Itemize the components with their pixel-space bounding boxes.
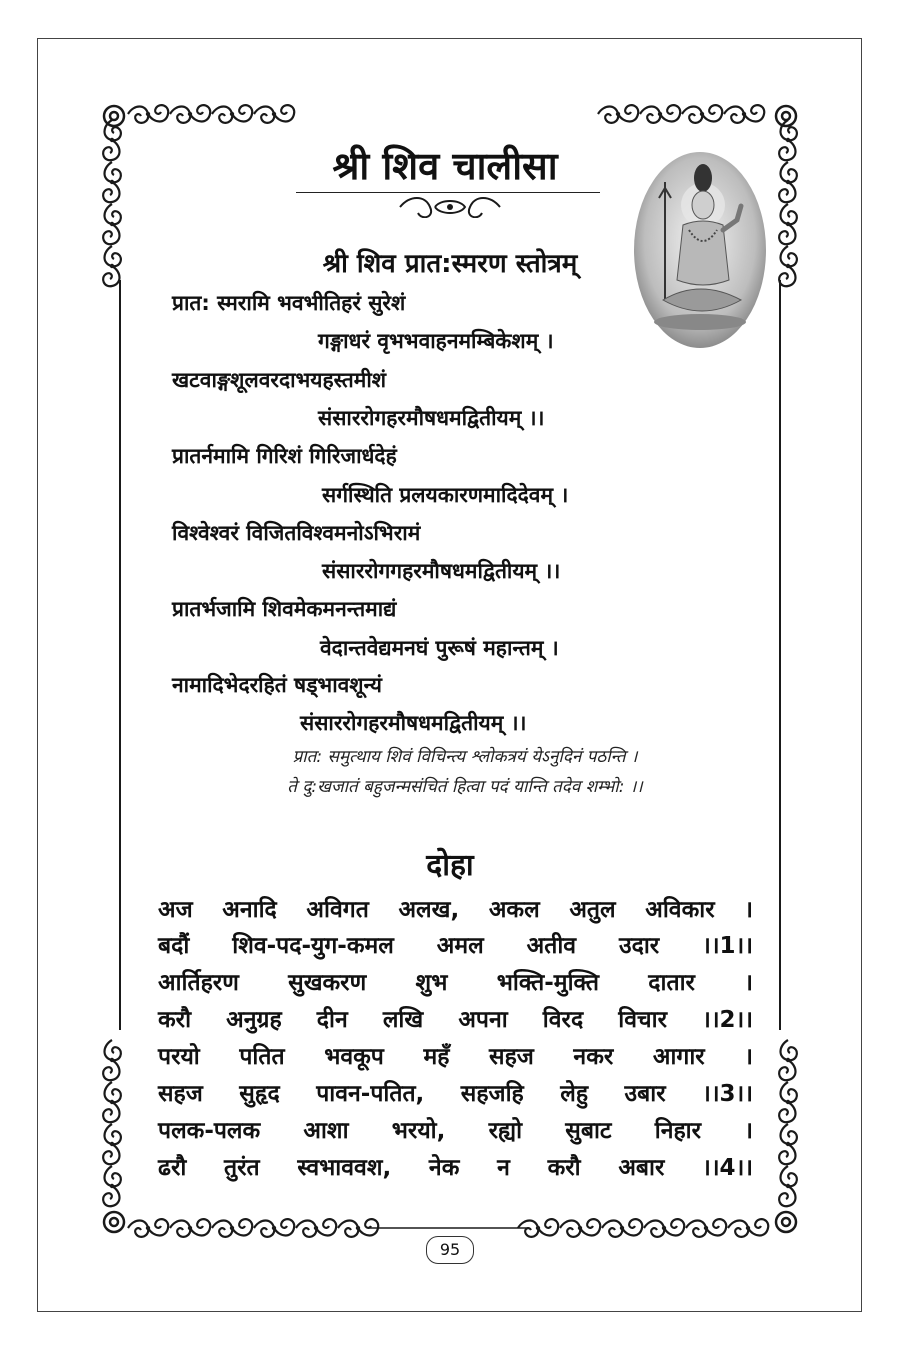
stotra-line: खटवाङ्गशूलवरदाभयहस्तमीशं xyxy=(172,368,387,392)
doha-line: सहज सुहृद पावन-पतित, सहजहि लेहु उबार ।।3।। xyxy=(158,1081,753,1107)
page-number: 95 xyxy=(426,1236,474,1264)
title-ornament-icon xyxy=(395,196,505,218)
stotra-line: संसाररोगहरमौषधमद्वितीयम् ।। xyxy=(300,711,527,735)
stotra-line: संसाररोगगहरमौषधमद्वितीयम् ।। xyxy=(322,559,561,583)
page-title: श्री शिव चालीसा xyxy=(332,144,558,188)
doha-line: करौ अनुग्रह दीन लखि अपना विरद विचार ।।2।। xyxy=(158,1007,753,1033)
doha-line: परयो पतित भवकूप महँ सहज नकर आगार । xyxy=(158,1044,753,1070)
doha-line: बदौं शिव-पद-युग-कमल अमल अतीव उदार ।।1।। xyxy=(158,933,753,959)
stotra-line: प्रातर्नमामि गिरिशं गिरिजार्धदेहं xyxy=(172,444,397,468)
stotra-line: सर्गस्थिति प्रलयकारणमादिदेवम् । xyxy=(322,483,569,507)
stotra-line: प्रात: स्मरामि भवभीतिहरं सुरेशं xyxy=(172,291,406,315)
stotra-line: विश्वेश्वरं विजितविश्वमनोऽभिरामं xyxy=(172,521,421,545)
doha-line: ढरौ तुरंत स्वभाववश, नेक न करौ अबार ।।4।। xyxy=(158,1155,753,1181)
doha-heading: दोहा xyxy=(426,848,474,883)
stotra-line: नामादिभेदरहितं षड्भावशून्यं xyxy=(172,673,382,697)
section-subtitle: श्री शिव प्रात:स्मरण स्तोत्रम् xyxy=(322,249,578,279)
phalashruti-line: ते दु:खजातं बहुजन्मसंचितं हित्वा पदं यान्ति तदेव शम्भो: ।। xyxy=(287,777,643,797)
stotra-line: गङ्गाधरं वृभभवाहनमम्बिकेशम् । xyxy=(318,329,554,353)
stotra-line: संसाररोगहरमौषधमद्वितीयम् ।। xyxy=(318,406,545,430)
phalashruti-line: प्रात: समुत्थाय शिवं विचिन्त्य श्लोकत्रयं येऽनुदिनं पठन्ति । xyxy=(292,747,638,767)
shiva-portrait-icon xyxy=(633,150,768,350)
doha-line: अज अनादि अविगत अलख, अकल अतुल अविकार । xyxy=(158,897,753,923)
title-divider xyxy=(296,192,600,193)
doha-line: पलक-पलक आशा भरयो, रह्यो सुबाट निहार । xyxy=(158,1118,753,1144)
stotra-line: वेदान्तवेद्यमनघं पुरूषं महान्तम् । xyxy=(320,636,559,660)
stotra-line: प्रातर्भजामि शिवमेकमनन्तमाद्यं xyxy=(172,597,397,621)
doha-line: आर्तिहरण सुखकरण शुभ भक्ति-मुक्ति दातार । xyxy=(158,970,753,996)
